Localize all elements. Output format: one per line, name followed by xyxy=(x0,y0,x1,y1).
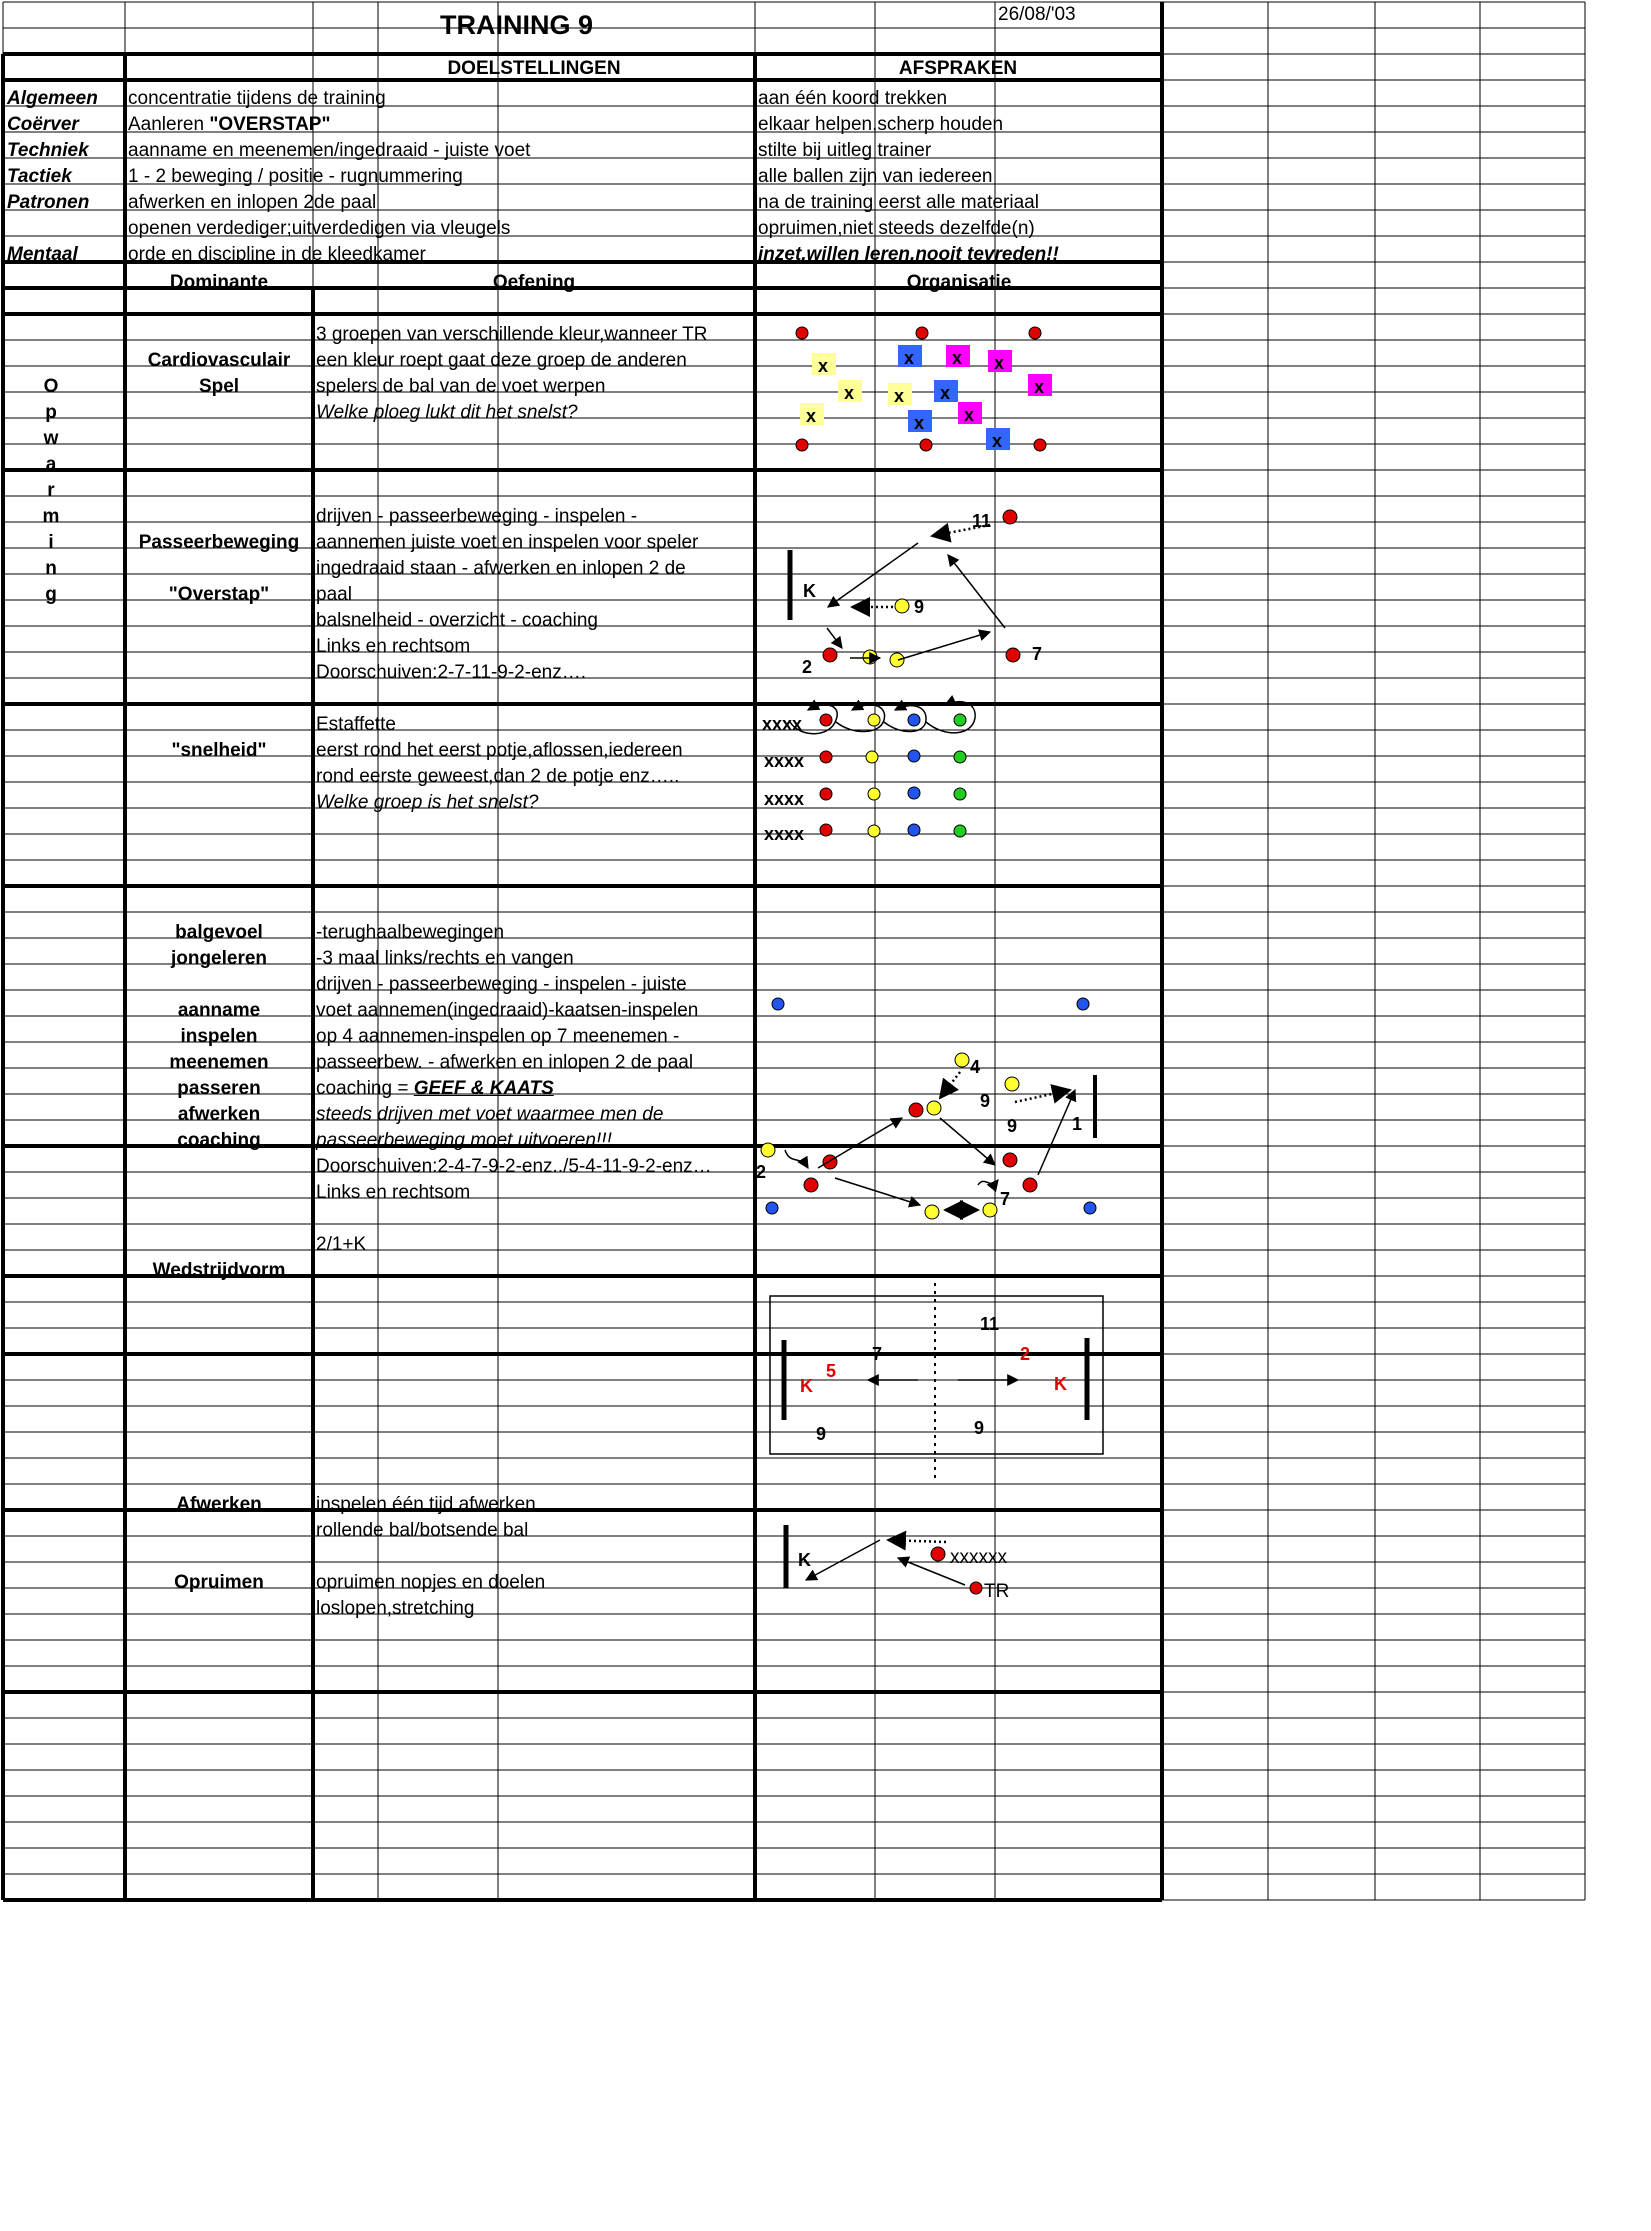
dominante-label: inspelen xyxy=(180,1026,258,1047)
dominante-label: passeren xyxy=(177,1078,261,1099)
player-mark: x xyxy=(992,431,1003,451)
player-red xyxy=(1003,510,1017,524)
player-red xyxy=(1023,1178,1037,1192)
cone-yellow xyxy=(868,825,880,837)
objective-agreement: alle ballen zijn van iedereen xyxy=(758,166,993,187)
objective-agreement: inzet,willen leren,nooit tevreden!! xyxy=(758,244,1059,265)
exercise-line: op 4 aannemen-inspelen op 7 meenemen - xyxy=(316,1026,680,1047)
cone-red xyxy=(920,439,932,451)
opwarming-letter: O xyxy=(43,376,59,397)
exercise-line: Welke groep is het snelst? xyxy=(316,792,539,813)
group-label: xxxx xyxy=(762,714,803,734)
player-yellow xyxy=(983,1203,997,1217)
player-mark: x xyxy=(1034,377,1045,397)
objective-agreement: elkaar helpen,scherp houden xyxy=(758,114,1004,135)
opwarming-letter: i xyxy=(48,532,54,553)
objective-goal: afwerken en inlopen 2de paal xyxy=(128,192,377,213)
exercise-line: loslopen,stretching xyxy=(316,1598,475,1619)
player-red xyxy=(1006,648,1020,662)
player-yellow xyxy=(927,1101,941,1115)
player-mark: x xyxy=(818,356,829,376)
objective-label: Patronen xyxy=(7,192,90,213)
player-number: 2 xyxy=(756,1162,767,1182)
cone-red xyxy=(820,824,832,836)
player-red xyxy=(909,1103,923,1117)
cone-red xyxy=(820,714,832,726)
cone-blue xyxy=(908,750,920,762)
diagram-aanname xyxy=(756,998,1096,1219)
exercise-line: 2/1+K xyxy=(316,1234,367,1255)
objective-goal: Aanleren "OVERSTAP" xyxy=(128,114,331,135)
player-number: 1 xyxy=(1072,1114,1083,1134)
opwarming-letter: a xyxy=(45,454,57,475)
player-number: 4 xyxy=(970,1057,981,1077)
player-number: 7 xyxy=(1032,644,1043,664)
player-mark: x xyxy=(914,413,925,433)
objective-label: Mentaal xyxy=(7,244,78,265)
cone-red xyxy=(820,751,832,763)
cone-green xyxy=(954,788,966,800)
exercise-line: balsnelheid - overzicht - coaching xyxy=(316,610,598,631)
exercise-line: rollende bal/botsende bal xyxy=(316,1520,529,1541)
objective-label: Tactiek xyxy=(7,166,72,187)
player-yellow xyxy=(1005,1077,1019,1091)
cone-blue xyxy=(1077,998,1089,1010)
opwarming-letter: g xyxy=(45,584,57,605)
exercise-line: Links en rechtsom xyxy=(316,636,471,657)
player-mark: x xyxy=(904,348,915,368)
keeper-label: K xyxy=(1054,1374,1067,1394)
dominante-label: Cardiovasculair xyxy=(147,350,291,371)
dominante-label: "Overstap" xyxy=(168,584,270,605)
player-yellow xyxy=(895,599,909,613)
cone-red xyxy=(820,788,832,800)
player-red xyxy=(823,648,837,662)
player-number: 2 xyxy=(1020,1344,1031,1364)
training-title: TRAINING 9 xyxy=(440,10,594,40)
cone-blue xyxy=(908,787,920,799)
player-number: 9 xyxy=(816,1424,827,1444)
training-date: 26/08/'03 xyxy=(998,4,1076,25)
exercise-line: paal xyxy=(316,584,352,605)
keeper-label: K xyxy=(798,1550,811,1570)
cone-red xyxy=(1029,327,1041,339)
player-red xyxy=(931,1547,945,1561)
dominante-label: meenemen xyxy=(169,1052,269,1073)
dominante-label: balgevoel xyxy=(175,922,263,943)
objective-goal: aanname en meenemen/ingedraaid - juiste voet xyxy=(128,140,531,161)
players-label: xxxxxx xyxy=(950,1547,1007,1568)
exercise-line: een kleur roept gaat deze groep de anderen xyxy=(316,350,687,371)
dominante-heading: Dominante xyxy=(169,272,269,293)
objective-agreement: na de training eerst alle materiaal xyxy=(758,192,1039,213)
cone-green xyxy=(954,751,966,763)
exercise-line: drijven - passeerbeweging - inspelen - xyxy=(316,506,638,527)
cone-red xyxy=(916,327,928,339)
exercise-line: 3 groepen van verschillende kleur,wanneer TR xyxy=(316,324,708,345)
trainer-label: TR xyxy=(984,1581,1010,1602)
player-red xyxy=(804,1178,818,1192)
player-mark: x xyxy=(952,348,963,368)
player-yellow xyxy=(863,650,877,664)
cone-blue xyxy=(772,998,784,1010)
opwarming-letter: m xyxy=(42,506,60,527)
group-label: xxxx xyxy=(764,824,805,844)
exercise-line: ingedraaid staan - afwerken en inlopen 2 de xyxy=(316,558,686,579)
player-mark: x xyxy=(964,405,975,425)
cone-blue xyxy=(908,824,920,836)
player-mark: x xyxy=(844,383,855,403)
dominante-label: jongeleren xyxy=(170,948,268,969)
group-label: xxxx xyxy=(764,751,805,771)
player-yellow xyxy=(761,1143,775,1157)
dominante-label: Wedstrijdvorm xyxy=(152,1260,286,1281)
opwarming-letter: n xyxy=(45,558,57,579)
cone-green xyxy=(954,714,966,726)
dominante-label: Passeerbeweging xyxy=(138,532,300,553)
exercise-line: Estaffette xyxy=(316,714,396,735)
objective-goal: concentratie tijdens de training xyxy=(128,88,386,109)
player-yellow xyxy=(925,1205,939,1219)
cone-red xyxy=(1034,439,1046,451)
cone-blue xyxy=(766,1202,778,1214)
objective-label: Algemeen xyxy=(7,88,98,109)
cone-yellow xyxy=(866,751,878,763)
exercise-line: steeds drijven met voet waarmee men de xyxy=(316,1104,664,1125)
player-number: 9 xyxy=(980,1091,991,1111)
objective-agreement: aan één koord trekken xyxy=(758,88,948,109)
oefening-heading: Oefening xyxy=(492,272,576,293)
player-mark: x xyxy=(994,353,1005,373)
opwarming-letter: p xyxy=(45,402,57,423)
keeper-label: K xyxy=(803,581,816,601)
cone-green xyxy=(954,825,966,837)
diagram-wedstrijdvorm xyxy=(770,1275,1103,1480)
player-yellow xyxy=(955,1053,969,1067)
exercise-line: -3 maal links/rechts en vangen xyxy=(316,948,574,969)
diagram-estafette xyxy=(762,702,975,844)
exercise-line: Doorschuiven:2-7-11-9-2-enz…. xyxy=(316,662,586,683)
cone-yellow xyxy=(868,788,880,800)
cone-blue xyxy=(908,714,920,726)
objective-goal: openen verdediger;uitverdedigen via vleugels xyxy=(128,218,511,239)
player-mark: x xyxy=(940,383,951,403)
player-number: 7 xyxy=(1000,1189,1011,1209)
player-mark: x xyxy=(806,406,817,426)
dominante-label: coaching xyxy=(177,1130,261,1151)
exercise-line: aannemen juiste voet en inspelen voor speler xyxy=(316,532,699,553)
diagram-afwerken xyxy=(786,1525,1009,1602)
dominante-label: Spel xyxy=(198,376,240,397)
player-number: 9 xyxy=(914,597,925,617)
cone-red xyxy=(796,327,808,339)
exercise-line: Welke ploeg lukt dit het snelst? xyxy=(316,402,578,423)
exercise-line: eerst rond het eerst potje,aflossen,iedereen xyxy=(316,740,683,761)
player-mark: x xyxy=(894,386,905,406)
cone-yellow xyxy=(868,714,880,726)
cone-red xyxy=(796,439,808,451)
coaching-line: coaching = GEEF & KAATS xyxy=(316,1078,554,1099)
doelstellingen-heading: DOELSTELLINGEN xyxy=(447,58,621,79)
exercise-line: passeerbeweging moet uitvoeren!!! xyxy=(316,1130,612,1151)
player-number: 9 xyxy=(1007,1116,1018,1136)
player-number: 11 xyxy=(980,1314,1000,1334)
afspraken-heading: AFSPRAKEN xyxy=(898,58,1018,79)
player-number: 11 xyxy=(972,511,992,531)
dominante-label: Afwerken xyxy=(176,1494,262,1515)
cone-blue xyxy=(1084,1202,1096,1214)
keeper-label: K xyxy=(800,1376,813,1396)
exercise-line: -terughaalbewegingen xyxy=(316,922,505,943)
exercise-line: rond eerste geweest,dan 2 de potje enz….. xyxy=(316,766,680,787)
exercise-line: inspelen één tijd afwerken xyxy=(316,1494,536,1515)
dominante-label: "snelheid" xyxy=(171,740,267,761)
player-number: 2 xyxy=(802,657,813,677)
player-number: 9 xyxy=(974,1418,985,1438)
exercise-line: voet aannemen(ingedraaid)-kaatsen-inspelen xyxy=(316,1000,699,1021)
opwarming-letter: w xyxy=(43,428,59,449)
player-yellow xyxy=(890,653,904,667)
exercise-line: spelers de bal van de voet werpen xyxy=(316,376,606,397)
objective-goal: 1 - 2 beweging / positie - rugnummering xyxy=(128,166,463,187)
organisatie-heading: Organisatie xyxy=(906,272,1012,293)
player-number: 5 xyxy=(826,1361,837,1381)
exercise-line: drijven - passeerbeweging - inspelen - juiste xyxy=(316,974,687,995)
opwarming-letter: r xyxy=(47,480,55,501)
exercise-line: opruimen nopjes en doelen xyxy=(316,1572,546,1593)
dominante-label: afwerken xyxy=(177,1104,261,1125)
diagram-passeerbeweging xyxy=(790,510,1042,677)
objective-label: Techniek xyxy=(7,140,89,161)
player-number: 7 xyxy=(872,1344,883,1364)
objective-agreement: stilte bij uitleg trainer xyxy=(758,140,932,161)
exercise-line: passeerbew. - afwerken en inlopen 2 de paal xyxy=(316,1052,694,1073)
group-label: xxxx xyxy=(764,789,805,809)
dominante-label: Opruimen xyxy=(174,1572,264,1593)
objective-goal: orde en discipline in de kleedkamer xyxy=(128,244,426,265)
objective-agreement: opruimen,niet steeds dezelfde(n) xyxy=(758,218,1035,239)
exercise-line: Links en rechtsom xyxy=(316,1182,471,1203)
trainer-ball xyxy=(970,1582,982,1594)
objective-label: Coërver xyxy=(7,114,79,135)
diagram-colour-groups xyxy=(796,327,1052,451)
exercise-line: Doorschuiven:2-4-7-9-2-enz../5-4-11-9-2-enz… xyxy=(316,1156,712,1177)
dominante-label: aanname xyxy=(177,1000,261,1021)
player-red xyxy=(1003,1153,1017,1167)
